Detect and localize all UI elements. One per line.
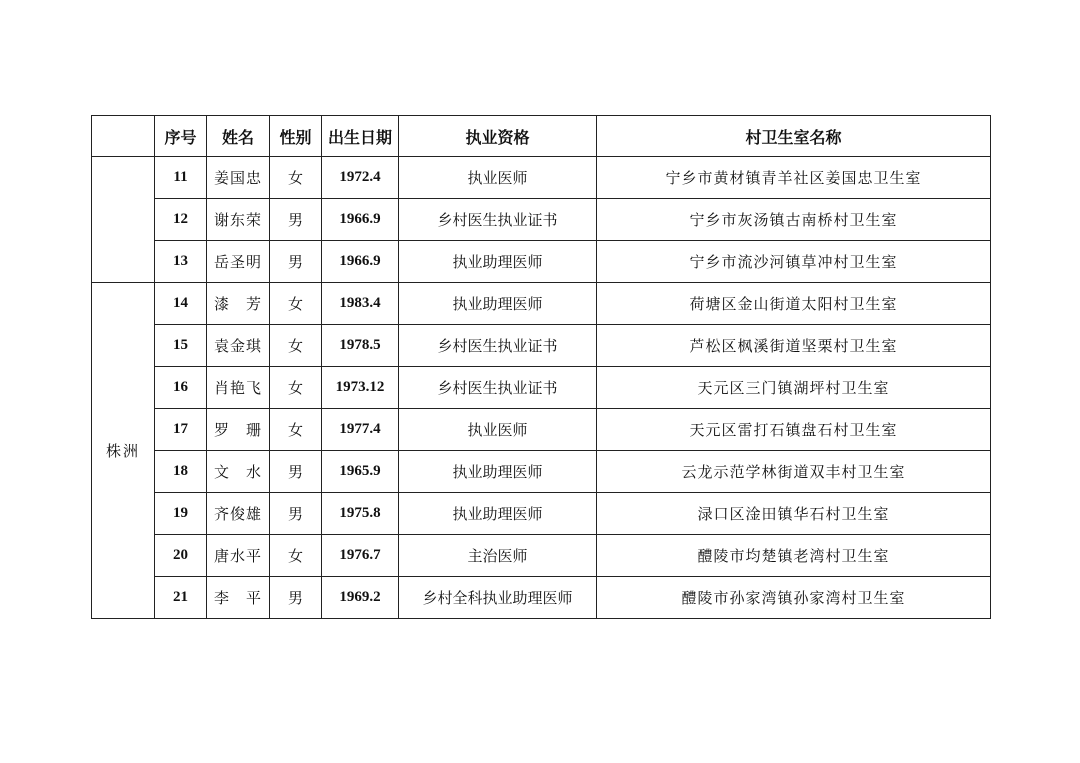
region-cell [92,157,155,283]
gender-cell: 男 [270,577,322,619]
serial-number-cell: 17 [155,409,207,451]
name-cell: 谢东荣 [207,199,270,241]
table-row [92,157,991,199]
birth-date-cell: 1978.5 [322,325,399,367]
serial-number-cell: 12 [155,199,207,241]
clinic-name-cell: 醴陵市均楚镇老湾村卫生室 [597,535,991,577]
table-row [92,535,991,577]
gender-cell: 男 [270,451,322,493]
header-qualification: 执业资格 [399,116,597,157]
birth-date-cell: 1975.8 [322,493,399,535]
clinic-name-cell: 天元区雷打石镇盘石村卫生室 [597,409,991,451]
serial-number-cell: 19 [155,493,207,535]
header-clinic-name: 村卫生室名称 [597,116,991,157]
region-cell: 株洲 [92,283,155,619]
qualification-cell: 乡村医生执业证书 [399,325,597,367]
name-cell: 罗 珊 [207,409,270,451]
gender-cell: 女 [270,325,322,367]
clinic-name-cell: 渌口区淦田镇华石村卫生室 [597,493,991,535]
header-serial-number: 序号 [155,116,207,157]
serial-number-cell: 18 [155,451,207,493]
table-row [92,577,991,619]
table-row [92,325,991,367]
table-row [92,409,991,451]
name-cell: 肖艳飞 [207,367,270,409]
birth-date-cell: 1973.12 [322,367,399,409]
name-cell: 岳圣明 [207,241,270,283]
name-cell: 齐俊雄 [207,493,270,535]
clinic-name-cell: 芦松区枫溪街道坚栗村卫生室 [597,325,991,367]
qualification-cell: 乡村医生执业证书 [399,367,597,409]
name-cell: 姜国忠 [207,157,270,199]
birth-date-cell: 1972.4 [322,157,399,199]
birth-date-cell: 1969.2 [322,577,399,619]
qualification-cell: 执业助理医师 [399,451,597,493]
serial-number-cell: 13 [155,241,207,283]
table-row [92,199,991,241]
header-birth-date: 出生日期 [322,116,399,157]
gender-cell: 男 [270,493,322,535]
clinic-name-cell: 荷塘区金山街道太阳村卫生室 [597,283,991,325]
clinic-name-cell: 醴陵市孙家湾镇孙家湾村卫生室 [597,577,991,619]
qualification-cell: 执业医师 [399,409,597,451]
serial-number-cell: 14 [155,283,207,325]
table-row [92,241,991,283]
gender-cell: 女 [270,535,322,577]
gender-cell: 女 [270,283,322,325]
name-cell: 李 平 [207,577,270,619]
serial-number-cell: 16 [155,367,207,409]
qualification-cell: 执业医师 [399,157,597,199]
clinic-name-cell: 宁乡市灰汤镇古南桥村卫生室 [597,199,991,241]
qualification-cell: 主治医师 [399,535,597,577]
name-cell: 唐水平 [207,535,270,577]
name-cell: 漆 芳 [207,283,270,325]
name-cell: 文 水 [207,451,270,493]
clinic-name-cell: 宁乡市流沙河镇草冲村卫生室 [597,241,991,283]
birth-date-cell: 1983.4 [322,283,399,325]
header-gender: 性别 [270,116,322,157]
table-row [92,493,991,535]
clinic-name-cell: 宁乡市黄材镇青羊社区姜国忠卫生室 [597,157,991,199]
gender-cell: 男 [270,199,322,241]
serial-number-cell: 11 [155,157,207,199]
birth-date-cell: 1977.4 [322,409,399,451]
serial-number-cell: 20 [155,535,207,577]
clinic-name-cell: 云龙示范学林街道双丰村卫生室 [597,451,991,493]
table-row [92,367,991,409]
header-region [92,116,155,157]
gender-cell: 女 [270,409,322,451]
serial-number-cell: 21 [155,577,207,619]
qualification-cell: 执业助理医师 [399,283,597,325]
qualification-cell: 乡村医生执业证书 [399,199,597,241]
header-name: 姓名 [207,116,270,157]
name-cell: 袁金琪 [207,325,270,367]
qualification-cell: 执业助理医师 [399,241,597,283]
clinic-name-cell: 天元区三门镇湖坪村卫生室 [597,367,991,409]
qualification-cell: 乡村全科执业助理医师 [399,577,597,619]
doctor-roster-table [91,115,991,619]
table-row [92,451,991,493]
birth-date-cell: 1966.9 [322,199,399,241]
birth-date-cell: 1965.9 [322,451,399,493]
table-header-row [92,116,991,157]
gender-cell: 女 [270,367,322,409]
birth-date-cell: 1976.7 [322,535,399,577]
table-row [92,283,991,325]
serial-number-cell: 15 [155,325,207,367]
gender-cell: 男 [270,241,322,283]
birth-date-cell: 1966.9 [322,241,399,283]
gender-cell: 女 [270,157,322,199]
qualification-cell: 执业助理医师 [399,493,597,535]
